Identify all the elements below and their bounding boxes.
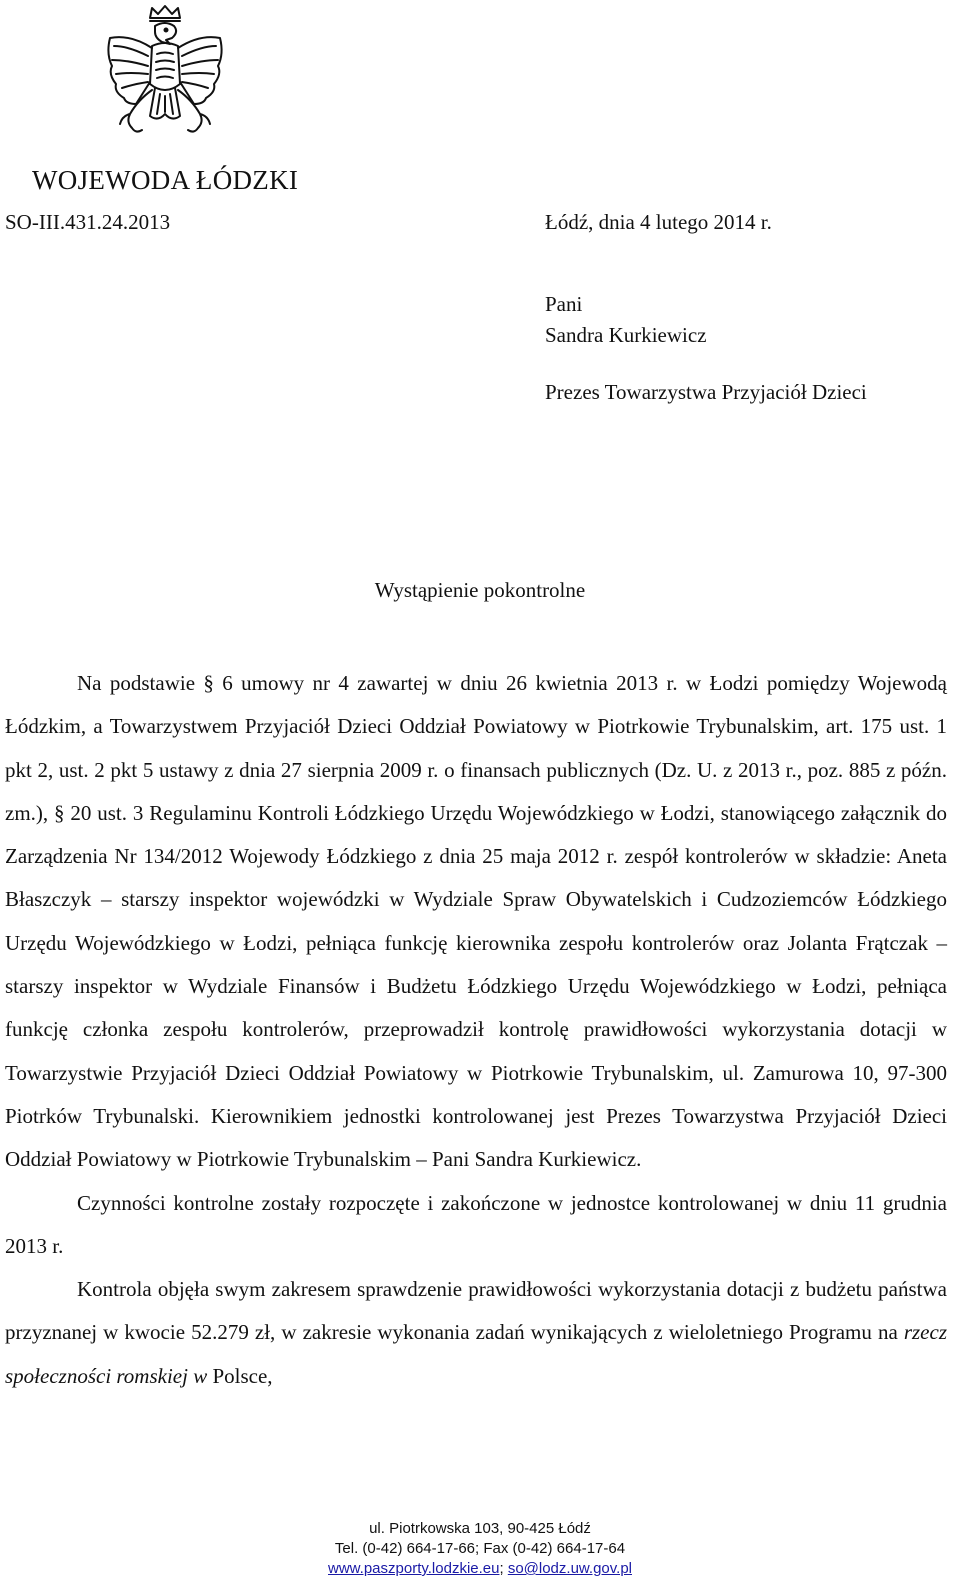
place-date: Łódź, dnia 4 lutego 2014 r. (545, 210, 772, 234)
office-title: WOJEWODA ŁÓDZKI (32, 165, 299, 195)
paragraph-dates: Czynności kontrolne zostały rozpoczęte i zakończone w jednostce kontrolowanej w dniu 11 grudnia 2013 r. (5, 1190, 947, 1258)
footer-phone-fax: Tel. (0-42) 664-17-66; Fax (0-42) 664-17-64 (334, 1540, 626, 1557)
recipient-position: Prezes Towarzystwa Przyjaciół Dzieci (545, 380, 867, 404)
scope-text-start: Kontrola objęła swym zakresem sprawdzenie prawidłowości wykorzystania dotacji z budżetu państwa przyznanej w kwocie 52.279 zł, w zakresie wykonania zadań wynikających z wieloletniego Programu na (5, 1277, 947, 1345)
recipient-name: Sandra Kurkiewicz (545, 323, 707, 347)
recipient-salutation: Pani (545, 292, 583, 316)
document-subject: Wystąpienie pokontrolne (374, 578, 586, 602)
polish-eagle-emblem-icon (100, 4, 230, 154)
email-link[interactable]: so@lodz.uw.gov.pl (507, 1560, 632, 1577)
letter-footer (0, 1519, 960, 1579)
footer-address: ul. Piotrkowska 103, 90-425 Łódź (369, 1520, 591, 1537)
footer-separator: ; (499, 1560, 504, 1577)
scope-text-end: Polsce, (207, 1363, 273, 1388)
letter-body (5, 662, 947, 1398)
paragraph-legal-basis: Na podstawie § 6 umowy nr 4 zawartej w dniu 26 kwietnia 2013 r. w Łodzi pomiędzy Wojewodą Łódzkim, a Towarzystwem Przyjaciół Dzieci Oddział Powiatowy w Piotrkowie Trybunalskim, art. 175 ust. 1 pkt 2, ust. 2 pkt 5 ustawy z dnia 27 sierpnia 2009 r. o finansach publicznych (Dz. U. z 2013 r., poz. 885 z późn. zm.), § 20 ust. 3 Regulaminu Kontroli Łódzkiego Urzędu Wojewódzkiego w Łodzi, stanowiącego załącznik do Zarządzenia Nr 134/2012 Wojewody Łódzkiego z dnia 25 maja 2012 r. zespół kontrolerów w składzie: Aneta Błaszczyk – starszy inspektor wojewódzki w Wydziale Spraw Obywatelskich i Cudzoziemców Łódzkiego Urzędu Wojewódzkiego w Łodzi, pełniąca funkcję kierownika zespołu kontrolerów oraz Jolanta Frątczak – starszy inspektor w Wydziale Finansów i Budżetu Łódzkiego Urzędu Wojewódzkiego w Łodzi, pełniąca funkcję członka zespołu kontrolerów, przeprowadził kontrolę prawidłowości wykorzystania dotacji w Towarzystwie Przyjaciół Dzieci Oddział Powiatowy w Piotrkowie Trybunalskim, ul. Zamurowa 10, 97-300 Piotrków Trybunalski. Kierownikiem jednostki kontrolowanej jest Prezes Towarzystwa Przyjaciół Dzieci Oddział Powiatowy w Piotrkowie Trybunalskim – Pani Sandra Kurkiewicz. (5, 671, 947, 1172)
footer-links (0, 1559, 960, 1579)
scope-text-italic: rzecz społeczności romskiej w (5, 1320, 947, 1388)
paragraph-scope (5, 1268, 947, 1398)
reference-number: SO-III.431.24.2013 (5, 210, 171, 234)
website-link[interactable]: www.paszporty.lodzkie.eu (328, 1560, 500, 1577)
